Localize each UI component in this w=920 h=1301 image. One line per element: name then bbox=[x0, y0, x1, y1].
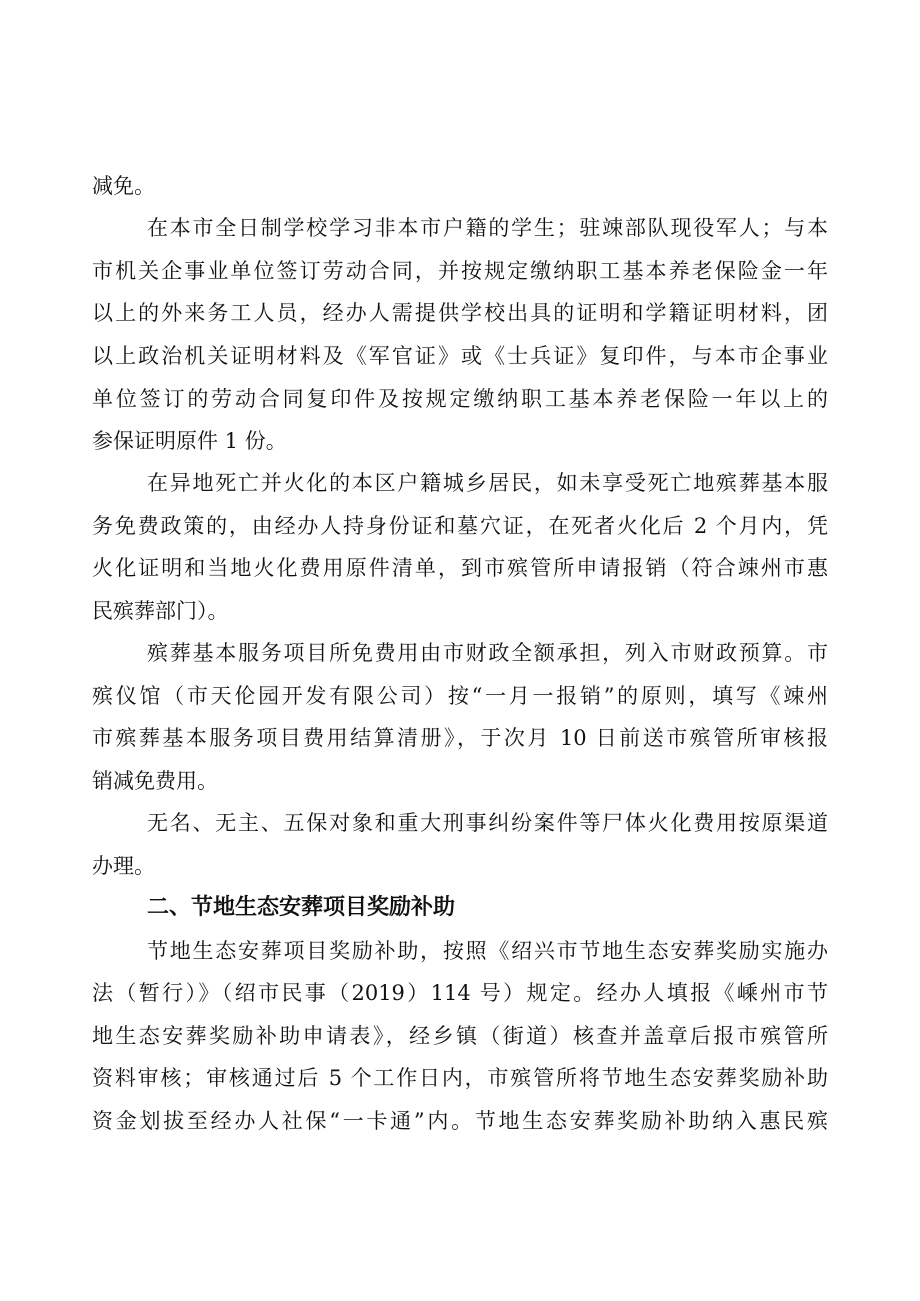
text-line: 以上的外来务工人员，经办人需提供学校出具的证明和学籍证明材料，团 bbox=[92, 301, 828, 325]
text-line: 减免。 bbox=[92, 174, 155, 198]
text-line: 以上政治机关证明材料及《军官证》或《士兵证》复印件，与本市企事业 bbox=[92, 344, 828, 368]
text-line: 无名、无主、五保对象和重大刑事纠纷案件等尸体火化费用按原渠道 bbox=[147, 811, 828, 835]
text-line: 参保证明原件 1 份。 bbox=[92, 429, 287, 453]
text-line: 务免费政策的，由经办人持身份证和墓穴证，在死者火化后 2 个月内，凭 bbox=[92, 514, 828, 538]
text-line: 资料审核；审核通过后 5 个工作日内，市殡管所将节地生态安葬奖励补助 bbox=[92, 1066, 828, 1090]
text-line: 办理。 bbox=[92, 854, 155, 878]
text-line: 民殡葬部门）。 bbox=[92, 599, 229, 623]
text-line: 市殡葬基本服务项目费用结算清册》，于次月 10 日前送市殡管所审核报 bbox=[92, 726, 828, 750]
text-line: 殡葬基本服务项目所免费用由市财政全额承担，列入市财政预算。市 bbox=[147, 641, 828, 665]
text-line: 单位签订的劳动合同复印件及按规定缴纳职工基本养老保险一年以上的 bbox=[92, 387, 828, 411]
text-line: 资金划拔至经办人社保“一卡通”内。节地生态安葬奖励补助纳入惠民殡 bbox=[92, 1109, 828, 1133]
text-line: 火化证明和当地火化费用原件清单，到市殡管所申请报销（符合竦州市惠 bbox=[92, 556, 828, 580]
text-line: 法（暂行）》（绍市民事（2019）114 号）规定。经办人填报《嵊州市节 bbox=[92, 981, 828, 1005]
text-line: 殡仪馆（市天伦园开发有限公司）按“一月一报销”的原则，填写《竦州 bbox=[92, 684, 828, 708]
text-line: 在异地死亡并火化的本区户籍城乡居民，如未享受死亡地殡葬基本服 bbox=[147, 471, 828, 495]
text-line: 地生态安葬奖励补助申请表》，经乡镇（街道）核查并盖章后报市殡管所 bbox=[92, 1024, 828, 1048]
section-heading: 二、节地生态安葬项目奖励补助 bbox=[147, 895, 456, 920]
text-line: 在本市全日制学校学习非本市户籍的学生；驻竦部队现役军人；与本 bbox=[147, 216, 828, 240]
text-line: 节地生态安葬项目奖励补助，按照《绍兴市节地生态安葬奖励实施办 bbox=[147, 939, 828, 963]
text-line: 市机关企事业单位签订劳动合同，并按规定缴纳职工基本养老保险金一年 bbox=[92, 259, 828, 283]
text-line: 销减免费用。 bbox=[92, 769, 218, 793]
